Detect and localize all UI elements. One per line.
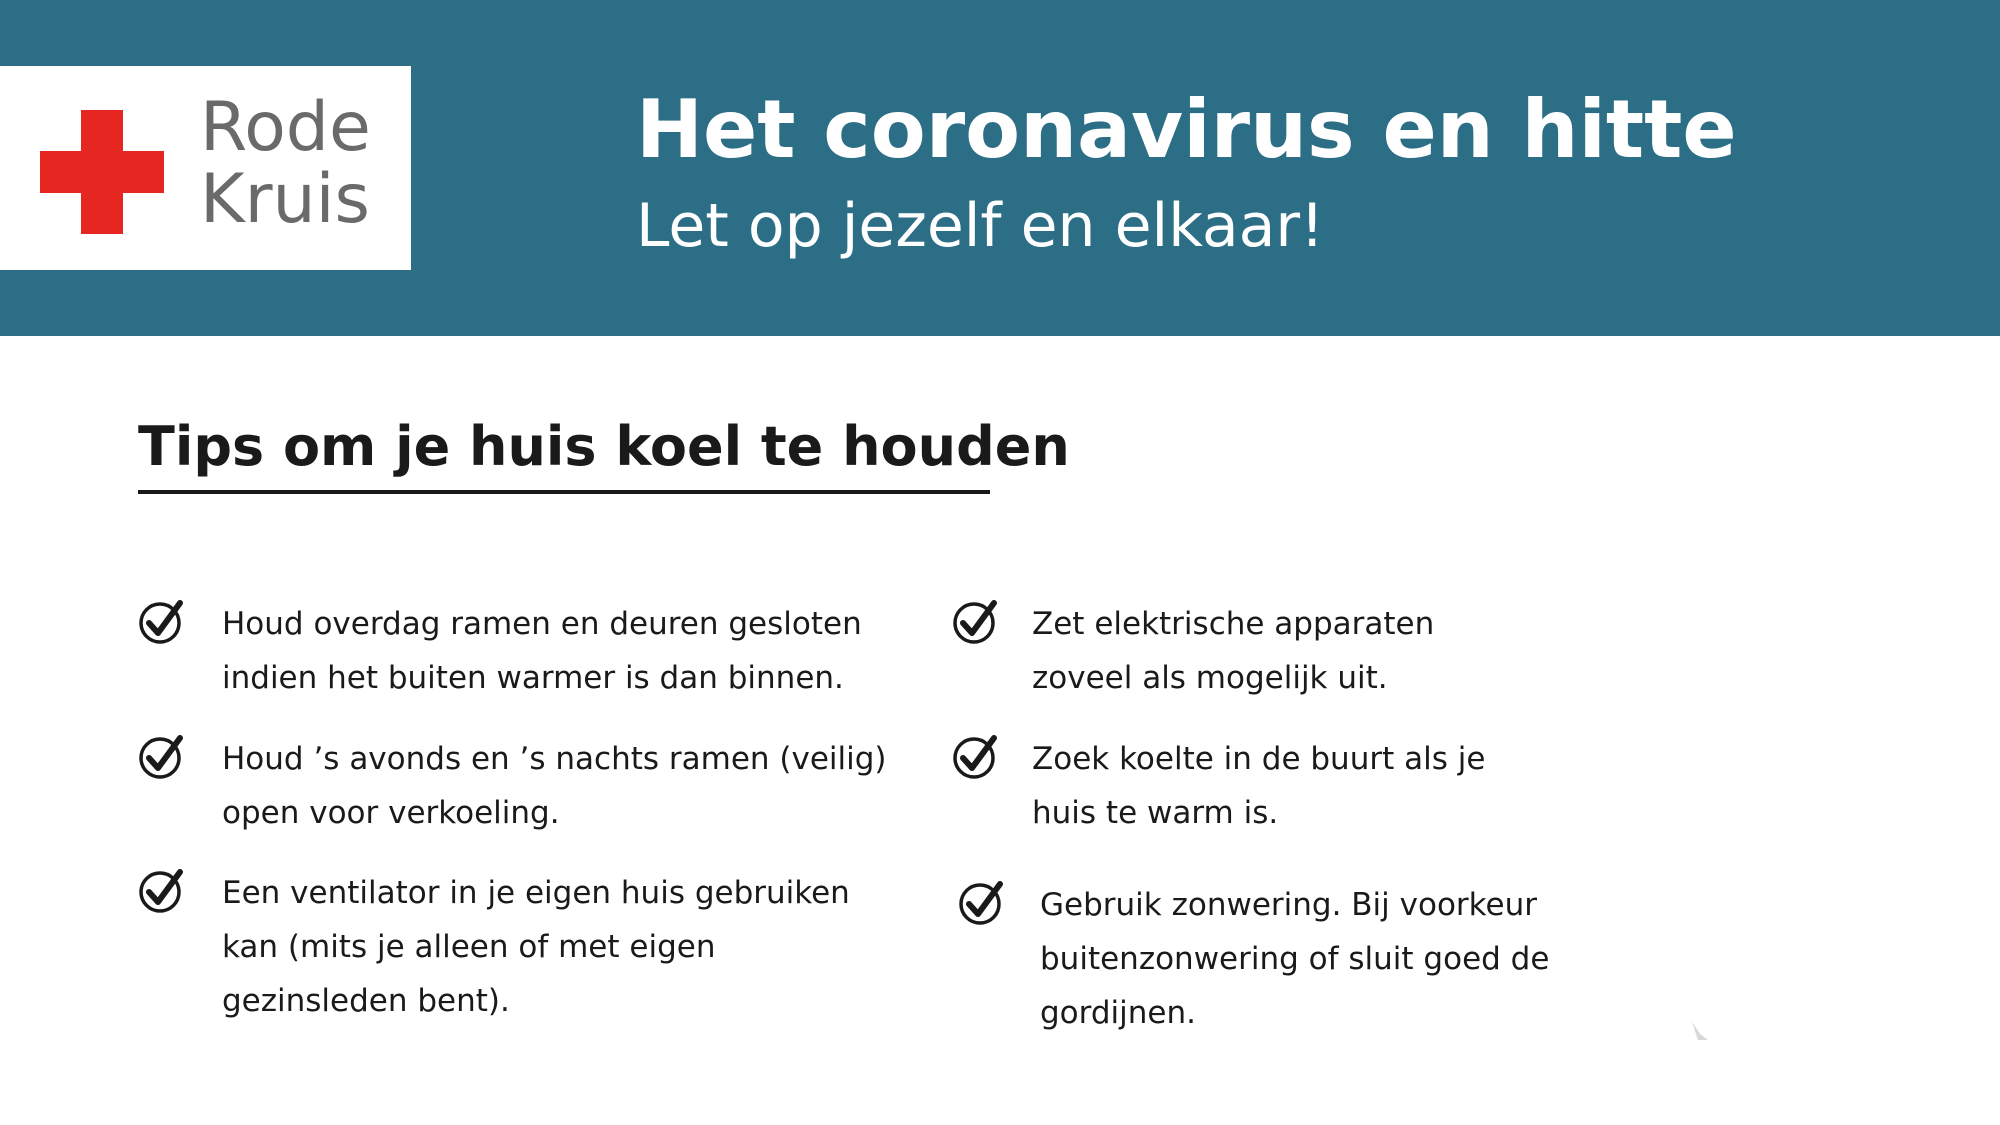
- tip-line: open voor verkoeling.: [222, 795, 560, 831]
- check-circle-icon: [952, 732, 1000, 780]
- tip-line: indien het buiten warmer is dan binnen.: [222, 660, 844, 696]
- tip-line: kan (mits je alleen of met eigen: [222, 929, 716, 965]
- tip-line: Houd ’s avonds en ’s nachts ramen (veilig): [222, 741, 887, 777]
- tip-line: gordijnen.: [1040, 995, 1196, 1031]
- tip-line: Zoek koelte in de buurt als je: [1032, 741, 1486, 777]
- check-circle-icon: [138, 732, 186, 780]
- tip-line: huis te warm is.: [1032, 795, 1279, 831]
- tip-line: zoveel als mogelijk uit.: [1032, 660, 1388, 696]
- header-banner: [0, 0, 2000, 336]
- tip-line: Zet elektrische apparaten: [1032, 606, 1435, 642]
- tip-line: Een ventilator in je eigen huis gebruiken: [222, 875, 850, 911]
- tip-text: [222, 597, 862, 705]
- tip-line: buitenzonwering of sluit goed de: [1040, 941, 1550, 977]
- page-title: Het coronavirus en hitte: [636, 83, 1737, 176]
- red-cross-icon: [40, 110, 164, 234]
- title-underline: [138, 490, 990, 494]
- check-circle-icon: [958, 878, 1006, 926]
- tip-line: gezinsleden bent).: [222, 983, 510, 1019]
- tip-text: [222, 732, 887, 840]
- logo: [0, 66, 411, 270]
- tip-text: [222, 866, 850, 1028]
- tip-text: [1032, 597, 1434, 705]
- section-title: Tips om je huis koel te houden: [138, 415, 1070, 478]
- image-artifact: [1690, 1020, 1714, 1044]
- check-circle-icon: [138, 597, 186, 645]
- tip-text: [1032, 732, 1485, 840]
- tip-text: [1040, 878, 1549, 1040]
- check-circle-icon: [952, 597, 1000, 645]
- check-circle-icon: [138, 866, 186, 914]
- page-subtitle: Let op jezelf en elkaar!: [636, 191, 1325, 261]
- tip-line: Houd overdag ramen en deuren gesloten: [222, 606, 862, 642]
- logo-word-kruis: Kruis: [200, 160, 370, 239]
- logo-word-rode: Rode: [200, 88, 371, 167]
- tip-line: Gebruik zonwering. Bij voorkeur: [1040, 887, 1537, 923]
